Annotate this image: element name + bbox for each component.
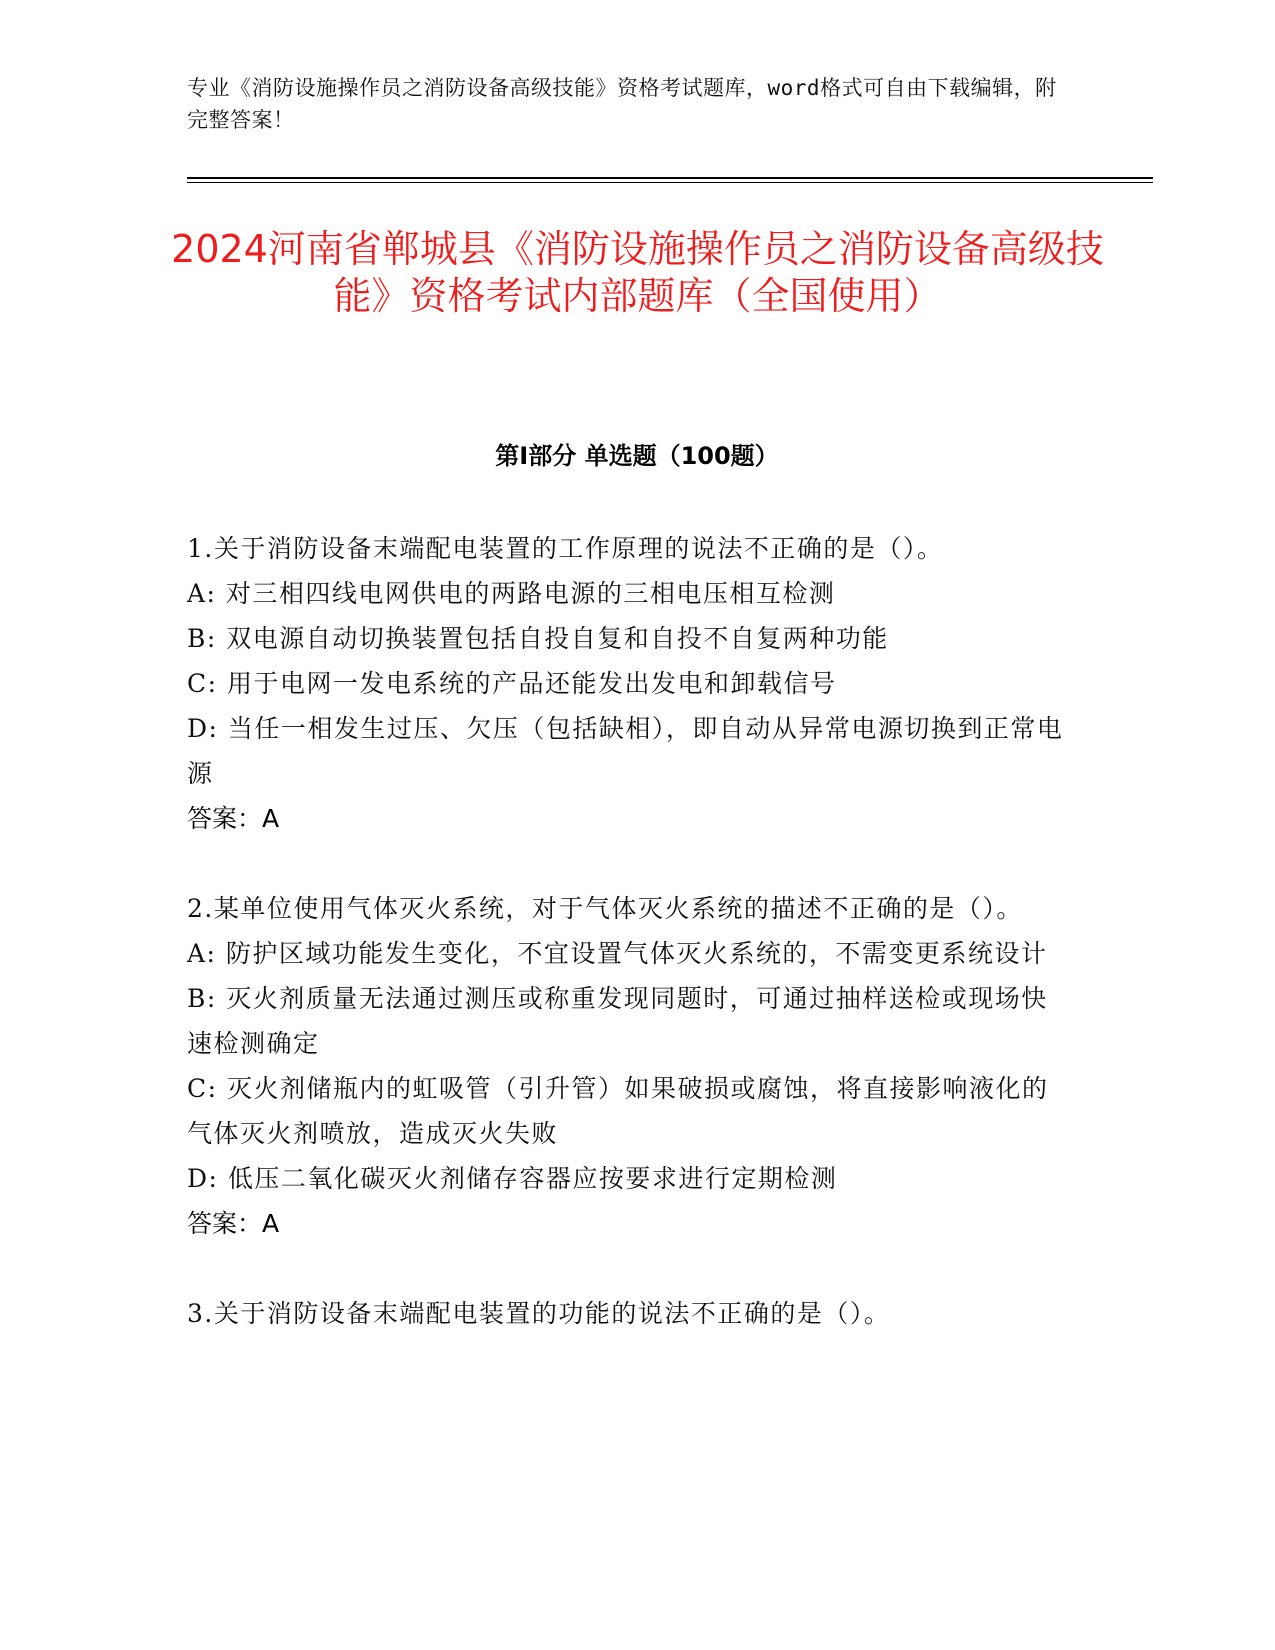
document-title: 2024河南省郸城县《消防设施操作员之消防设备高级技能》资格考试内部题库（全国使用） — [171, 227, 1104, 318]
question-stem: 1.关于消防设备末端配电装置的工作原理的说法不正确的是（）。 — [187, 534, 944, 563]
header-note: 专业《消防设施操作员之消防设备高级技能》资格考试题库，word格式可自由下载编辑，附完整答案！ — [187, 76, 1057, 132]
question-2 — [187, 886, 1067, 1246]
answer: 答案：A — [187, 804, 280, 833]
option-b: B: 灭火剂质量无法通过测压或称重发现同题时，可通过抽样送检或现场快速检测确定 — [187, 984, 1048, 1058]
header-rule-thick — [187, 177, 1153, 179]
question-stem: 2.某单位使用气体灭火系统，对于气体灭火系统的描述不正确的是（）。 — [187, 894, 1023, 923]
option-c: C: 用于电网一发电系统的产品还能发出发电和卸载信号 — [187, 669, 837, 698]
option-d: D: 低压二氧化碳灭火剂储存容器应按要求进行定期检测 — [187, 1164, 838, 1193]
option-a: A: 对三相四线电网供电的两路电源的三相电压相互检测 — [187, 579, 836, 608]
question-stem: 3.关于消防设备末端配电装置的功能的说法不正确的是（）。 — [187, 1299, 891, 1328]
answer: 答案：A — [187, 1209, 280, 1238]
question-1 — [187, 526, 1067, 841]
question-list — [187, 526, 1067, 1381]
question-3 — [187, 1291, 1067, 1336]
option-d: D: 当任一相发生过压、欠压（包括缺相），即自动从异常电源切换到正常电源 — [187, 714, 1064, 788]
section-heading: 第I部分 单选题（100题） — [495, 442, 779, 470]
option-b: B: 双电源自动切换装置包括自投自复和自投不自复两种功能 — [187, 624, 889, 653]
option-c: C: 灭火剂储瓶内的虹吸管（引升管）如果破损或腐蚀，将直接影响液化的气体灭火剂喷放，造成灭火失败 — [187, 1074, 1049, 1148]
option-a: A: 防护区域功能发生变化，不宜设置气体灭火系统的，不需变更系统设计 — [187, 939, 1048, 968]
header-rule-thin — [187, 182, 1153, 183]
